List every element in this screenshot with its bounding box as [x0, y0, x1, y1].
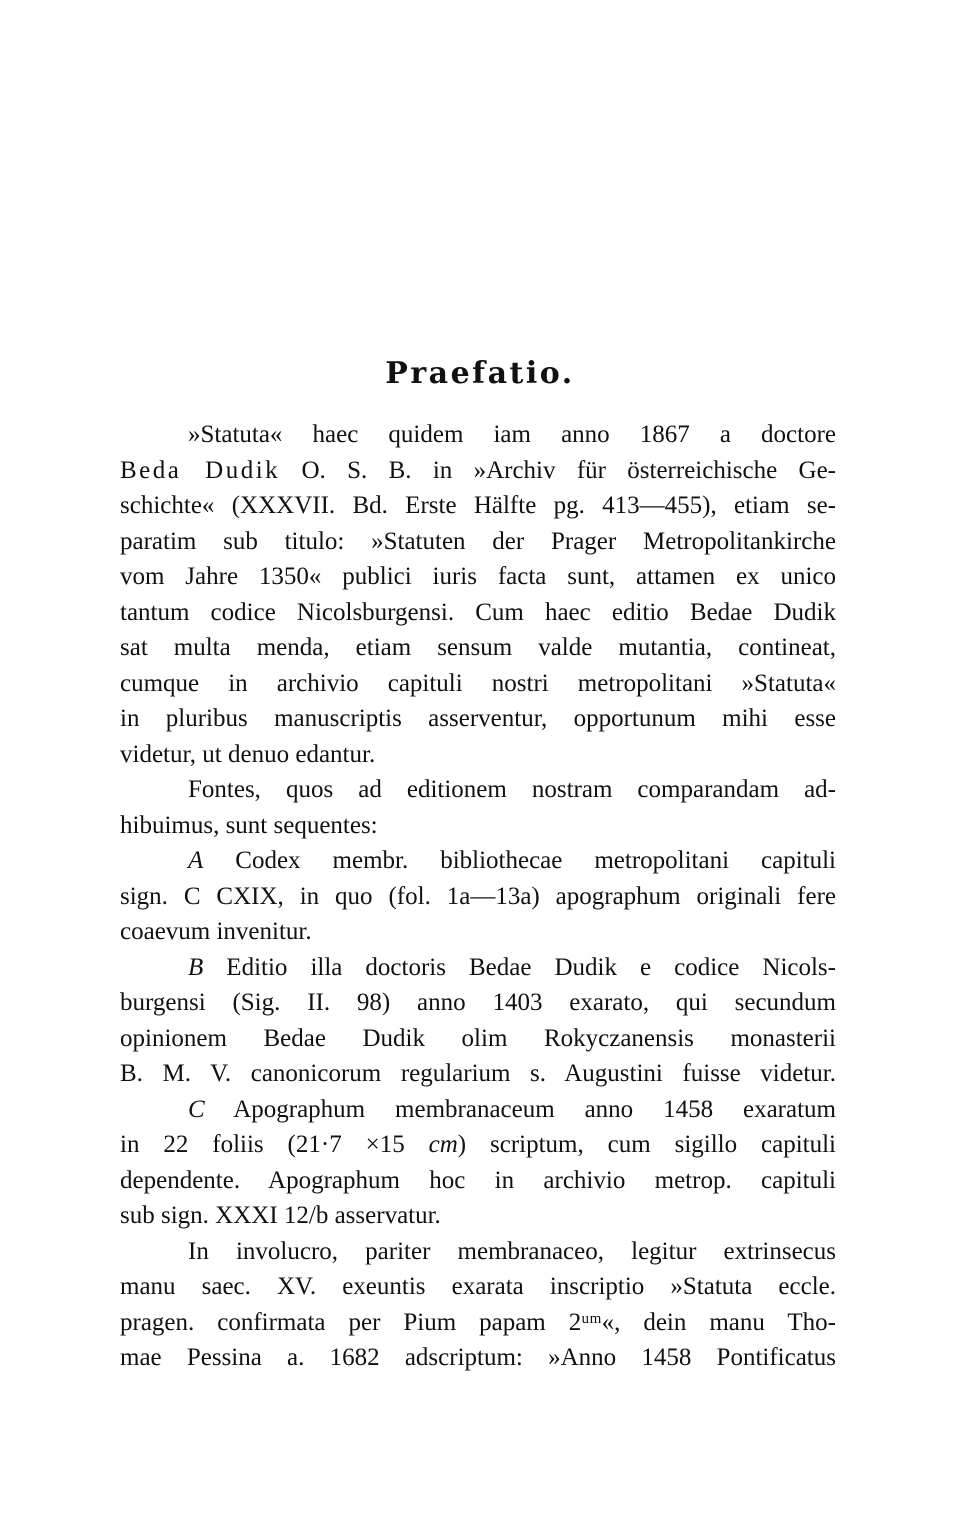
- text-line: [120, 950, 836, 986]
- text-line: Fontes, quos ad editionem nostram comparandam ad-: [188, 776, 836, 803]
- text-line: paratim sub titulo: »Statuten der Prager Metropolitankirche: [120, 527, 836, 555]
- text-line: mae Pessina a. 1682 adscriptum: »Anno 1458 Pontificatus: [120, 1344, 836, 1371]
- spaced-name: Beda Dudik: [120, 456, 281, 484]
- text-line: cumque in archivio capituli nostri metropolitani »Statuta«: [120, 669, 836, 697]
- text-line: vom Jahre 1350« publici iuris facta sunt, attamen ex unico: [120, 563, 836, 590]
- text-line: In involucro, pariter membranaceo, legitur extrinsecus: [188, 1237, 836, 1265]
- line-segment: Apographum membranaceum anno 1458 exaratum: [204, 1095, 836, 1123]
- text-line: sign. C CXIX, in quo (fol. 1a—13a) apographum originali fere: [120, 882, 836, 910]
- text-line: pragen. confirmata per Pium papam 2ᵘᵐ«, dein manu Tho-: [120, 1308, 836, 1336]
- line-segment: ) scriptum, cum sigillo capituli: [457, 1131, 836, 1158]
- text-line: tantum codice Nicolsburgensi. Cum haec editio Bedae Dudik: [120, 598, 836, 626]
- text-line: schichte« (XXXVII. Bd. Erste Hälfte pg. 413—455), etiam se-: [120, 492, 836, 519]
- text-line: burgensi (Sig. II. 98) anno 1403 exarato, qui secundum: [120, 989, 836, 1016]
- line-segment: Codex membr. bibliothecae metropolitani capituli: [203, 847, 836, 874]
- siglum-label: C: [188, 1095, 205, 1123]
- page-title: Praefatio.: [385, 356, 575, 391]
- preface-body: [120, 417, 836, 1376]
- siglum-label: B: [188, 953, 204, 981]
- line-segment: in 22 foliis (21·7 ×15: [120, 1131, 429, 1158]
- text-line: [120, 843, 836, 879]
- text-line: B. M. V. canonicorum regularium s. Augustini fuisse videtur.: [120, 1060, 836, 1087]
- line-segment: O. S. B. in »Archiv für österreichische Ge-: [280, 456, 836, 484]
- text-line: [120, 453, 836, 489]
- siglum-label: A: [188, 847, 204, 874]
- line-segment: Editio illa doctoris Bedae Dudik e codice Nicols-: [203, 953, 836, 981]
- text-line: opinionem Bedae Dudik olim Rokyczanensis monasterii: [120, 1024, 836, 1052]
- text-line: manu saec. XV. exeuntis exarata inscriptio »Statuta eccle.: [120, 1273, 836, 1300]
- text-line: coaevum invenitur.: [120, 918, 312, 945]
- text-line: »Statuta« haec quidem iam anno 1867 a doctore: [188, 421, 836, 448]
- text-line: videtur, ut denuo edantur.: [120, 740, 376, 768]
- text-line: hibuimus, sunt sequentes:: [120, 811, 378, 839]
- text-line: sub sign. XXXI 12/b asservatur.: [120, 1202, 441, 1229]
- text-line: [120, 1127, 836, 1163]
- text-line: [120, 1092, 836, 1128]
- text-line: in pluribus manuscriptis asserventur, opportunum mihi esse: [120, 705, 836, 732]
- text-line: dependente. Apographum hoc in archivio metrop. capituli: [120, 1166, 836, 1194]
- text-line: sat multa menda, etiam sensum valde mutantia, contineat,: [120, 634, 836, 661]
- siglum-label: cm: [428, 1131, 458, 1158]
